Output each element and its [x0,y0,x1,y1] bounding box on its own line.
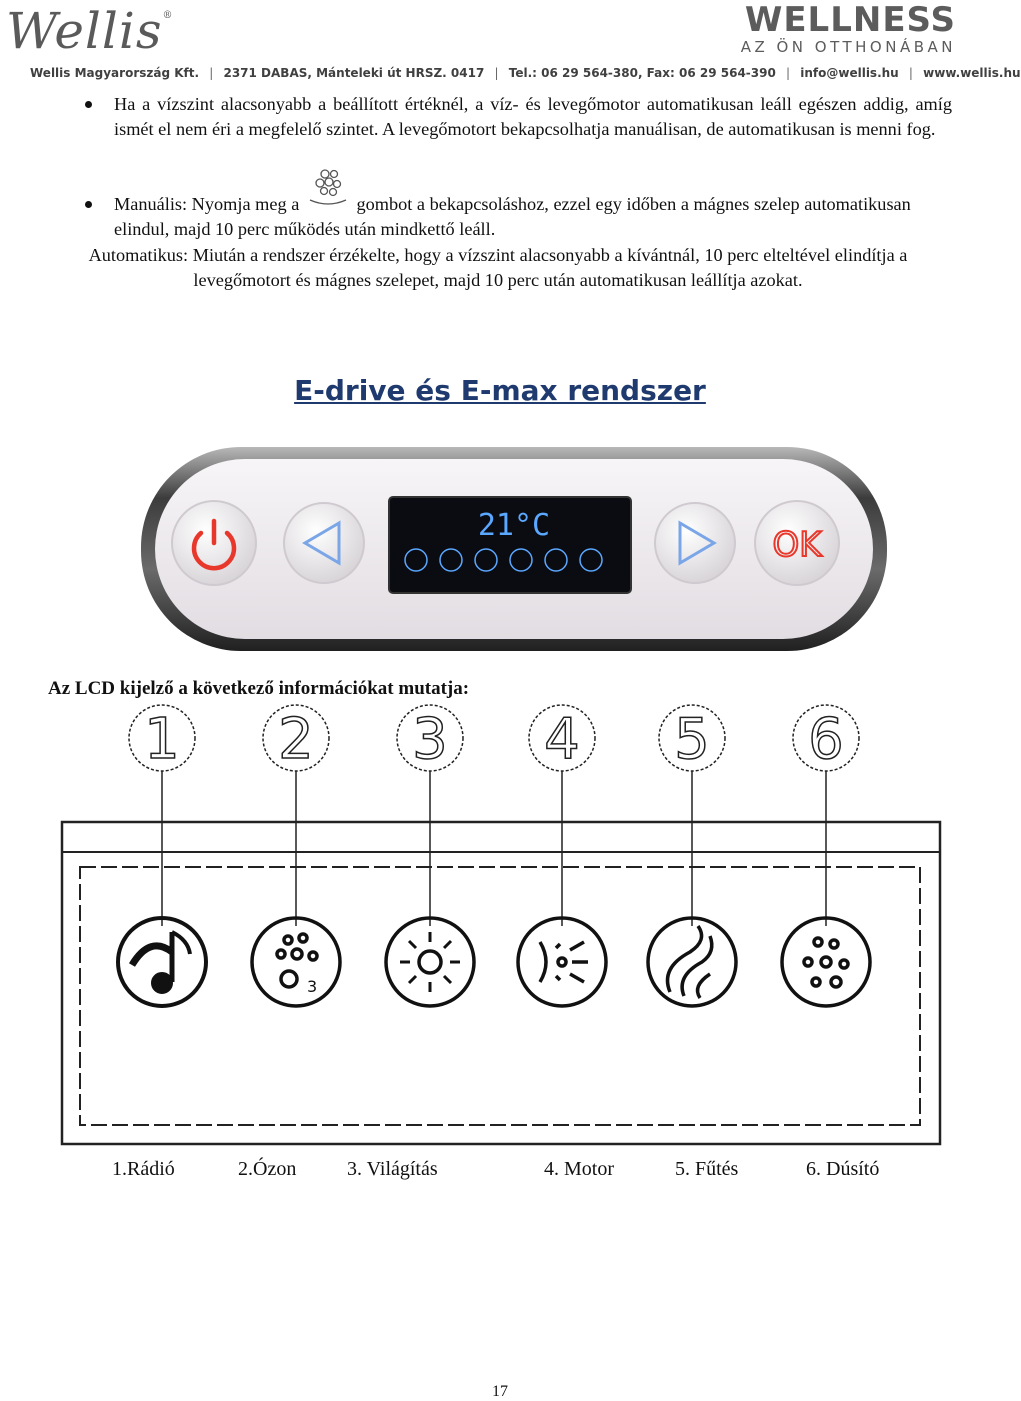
bullet-text-2: Manuális: Nyomja meg a gombot a bekapcsoláshoz, ezzel egy időben a mágnes szelep automatikusan elindul, majd 10 perc működés után mindkettő leáll. [114,192,952,242]
company-name: Wellis Magyarország Kft. [30,66,200,80]
label-motor: 4. Motor [544,1158,614,1180]
ozone-icon [252,918,340,1006]
left-arrow-button[interactable] [284,503,364,583]
page-number: 17 [492,1383,508,1400]
right-arrow-button[interactable] [655,503,735,583]
svg-text:4: 4 [544,707,580,772]
wellis-logo: Wellis® [6,2,174,60]
ok-button[interactable] [755,501,839,585]
lcd-info-title: Az LCD kijelző a következő információkat mutatja: [48,678,470,699]
label-heating: 5. Fűtés [675,1158,739,1180]
section-heading: E-drive és E-max rendszer [294,374,706,407]
label-ozone: 2.Ózon [238,1158,297,1180]
contact-bar: Wellis Magyarország Kft. | 2371 DABAS, Mánteleki út HRSZ. 0417 | Tel.: 06 29 564-380, Fax: 06 29 564-390 | info@wellis.hu | www.wellis.hu [30,66,1021,80]
company-phone: Tel.: 06 29 564-380, Fax: 06 29 564-390 [508,66,776,80]
svg-text:5: 5 [674,707,710,772]
lcd-display [389,497,631,593]
power-button[interactable] [172,501,256,585]
callout-4 [529,705,595,926]
lcd-diagram [0,700,960,1155]
page-header [0,0,1021,84]
wellness-logo: WELLNESS AZ ÖN OTTHONÁBAN [740,0,956,56]
svg-text:6: 6 [808,707,844,772]
callout-5 [659,705,725,926]
svg-text:1: 1 [144,707,180,772]
automatic-paragraph: Automatikus: Miután a rendszer érzékelte, hogy a vízszint alacsonyabb a kívántnál, 10 perc elteltével elindítja a levegőmotort és mágnes szelepet, majd 10 perc után automatikusan leállítja azokat. [88,245,908,290]
svg-text:3: 3 [412,707,448,772]
bubbles-icon [304,168,352,193]
callout-1 [129,705,195,926]
svg-text:3: 3 [307,977,318,996]
control-panel [139,445,889,660]
enricher-icon [782,918,870,1006]
bullet-dot [84,192,94,202]
motor-icon [518,918,606,1006]
label-enricher: 6. Dúsító [806,1158,880,1180]
light-icon [386,918,474,1006]
company-address: 2371 DABAS, Mánteleki út HRSZ. 0417 [223,66,485,80]
company-email: info@wellis.hu [800,66,899,80]
radio-icon [118,918,206,1006]
callout-2 [263,705,329,926]
svg-text:2: 2 [278,707,314,772]
callout-6 [793,705,859,926]
bullet-text-1: Ha a vízszint alacsonyabb a beállított értéknél, a víz- és levegőmotor automatikusan leáll egészen addig, amíg ismét el nem éri a megfelelő szintet. A levegőmotort bekapcsolhatja manuálisan, de automatikusan is menni fog. [114,94,952,139]
callout-3 [397,705,463,926]
svg-text:OK: OK [772,525,822,565]
label-light: 3. Világítás [347,1158,438,1180]
heating-icon [648,918,736,1006]
company-web: www.wellis.hu [923,66,1021,80]
bullet-dot [84,92,94,102]
label-radio: 1.Rádió [112,1158,175,1180]
svg-text:21°C: 21°C [477,508,551,543]
